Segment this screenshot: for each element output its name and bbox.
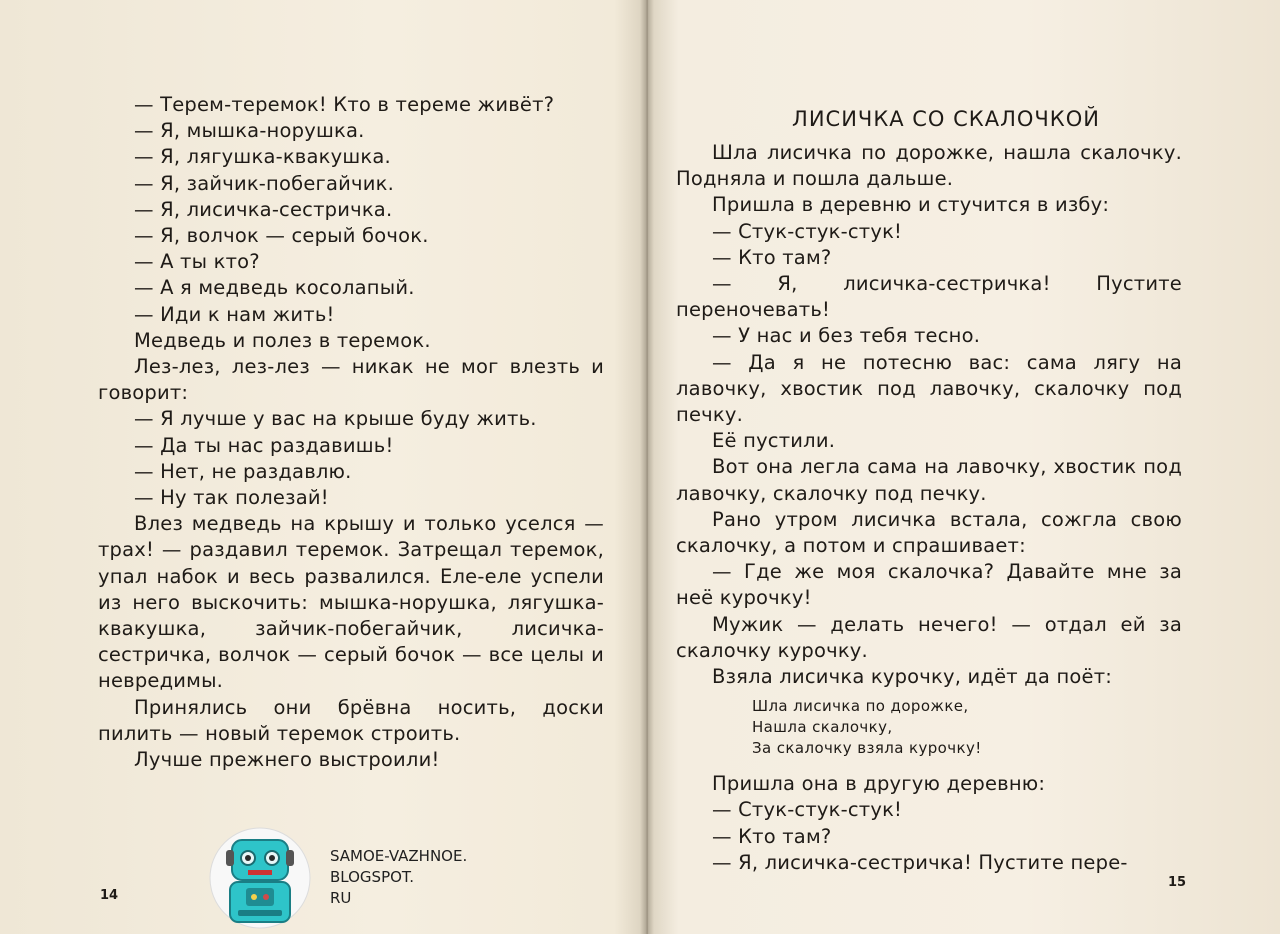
- paragraph: Взяла лисичка курочку, идёт да поёт:: [712, 665, 1113, 689]
- poem: [752, 696, 1182, 759]
- book-gutter: [640, 0, 654, 934]
- paragraph: Влез медведь на крышу и только уселся — трах! — раздавил теремок. Затрещал теремок, упал набок и весь развалился. Еле-еле успели из него выскочить: мышка-норушка, лягушка-квакушка, зайчик-побегайчик, лисичка-сестричка, волчок — серый бочок — все целы и невредимы.: [98, 512, 604, 693]
- paragraph: Принялись они брёвна носить, доски пилить — новый теремок строить.: [98, 695, 604, 745]
- paragraph: — Где же моя скалочка? Давайте мне за неё курочку!: [676, 560, 1182, 610]
- paragraph: — Иди к нам жить!: [134, 302, 335, 326]
- watermark-line: SAMOE-VAZHNOE.: [330, 847, 468, 865]
- paragraph: Вот она легла сама на лавочку, хвостик под лавочку, скалочку под печку.: [676, 455, 1182, 505]
- right-page: [654, 0, 1280, 934]
- paragraph: — У нас и без тебя тесно.: [712, 324, 981, 348]
- left-page-text: [98, 92, 604, 773]
- paragraph: — Терем-теремок! Кто в тереме живёт?: [134, 93, 555, 116]
- paragraph: — Я, лисичка-сестричка! Пустите пере-: [712, 850, 1128, 874]
- paragraph: Пришла она в другую деревню:: [712, 772, 1046, 796]
- paragraph: — Да я не потесню вас: сама лягу на лавочку, хвостик под лавочку, скалочку под печку.: [676, 350, 1182, 427]
- watermark-line: RU: [330, 889, 352, 907]
- paragraph: — Да ты нас раздавишь!: [134, 433, 394, 457]
- paragraph: — Я, мышка-норушка.: [134, 119, 365, 143]
- poem-line: Нашла скалочку,: [752, 718, 893, 737]
- paragraph: — Я, зайчик-побегайчик.: [134, 171, 394, 195]
- poem-line: За скалочку взяла курочку!: [752, 739, 982, 758]
- paragraph: Рано утром лисичка встала, сожгла свою скалочку, а потом и спрашивает:: [676, 507, 1182, 558]
- paragraph: — А ты кто?: [134, 250, 260, 274]
- paragraph: — Стук-стук-стук!: [712, 219, 903, 243]
- paragraph: Мужик — делать нечего! — отдал ей за скалочку курочку.: [676, 612, 1182, 662]
- paragraph: — Я, лисичка-сестричка! Пустите переночевать!: [676, 272, 1182, 322]
- right-page-text: [676, 140, 1182, 876]
- paragraph: — Я, лисичка-сестричка.: [134, 197, 393, 221]
- paragraph: — А я медведь косолапый.: [134, 276, 415, 300]
- paragraph: — Я, лягушка-квакушка.: [134, 145, 391, 169]
- paragraph: — Кто там?: [712, 245, 832, 269]
- paragraph: — Нет, не раздавлю.: [134, 459, 352, 483]
- paragraph: Лучше прежнего выстроили!: [134, 748, 440, 772]
- watermark-line: BLOGSPOT.: [330, 868, 415, 886]
- paragraph: — Ну так полезай!: [134, 486, 329, 510]
- paragraph: — Кто там?: [712, 824, 832, 848]
- page-number: 14: [100, 888, 119, 903]
- page-number: 15: [1168, 875, 1187, 890]
- paragraph: — Я лучше у вас на крыше буду жить.: [134, 407, 537, 431]
- watermark-text: [330, 846, 467, 909]
- paragraph: — Стук-стук-стук!: [712, 798, 903, 822]
- paragraph: — Я, волчок — серый бочок.: [134, 224, 429, 248]
- paragraph: Её пустили.: [712, 429, 836, 453]
- paragraph: Шла лисичка по дорожке, нашла скалочку. Подняла и пошла дальше.: [676, 141, 1182, 191]
- paragraph: Пришла в деревню и стучится в избу:: [712, 193, 1110, 217]
- story-title: ЛИСИЧКА СО СКАЛОЧКОЙ: [792, 107, 1100, 132]
- poem-line: Шла лисичка по дорожке,: [752, 697, 969, 716]
- paragraph: Медведь и полез в теремок.: [134, 328, 431, 352]
- robot-icon: [208, 826, 312, 930]
- paragraph: Лез-лез, лез-лез — никак не мог влезть и говорит:: [98, 355, 604, 405]
- blog-watermark: [208, 826, 508, 930]
